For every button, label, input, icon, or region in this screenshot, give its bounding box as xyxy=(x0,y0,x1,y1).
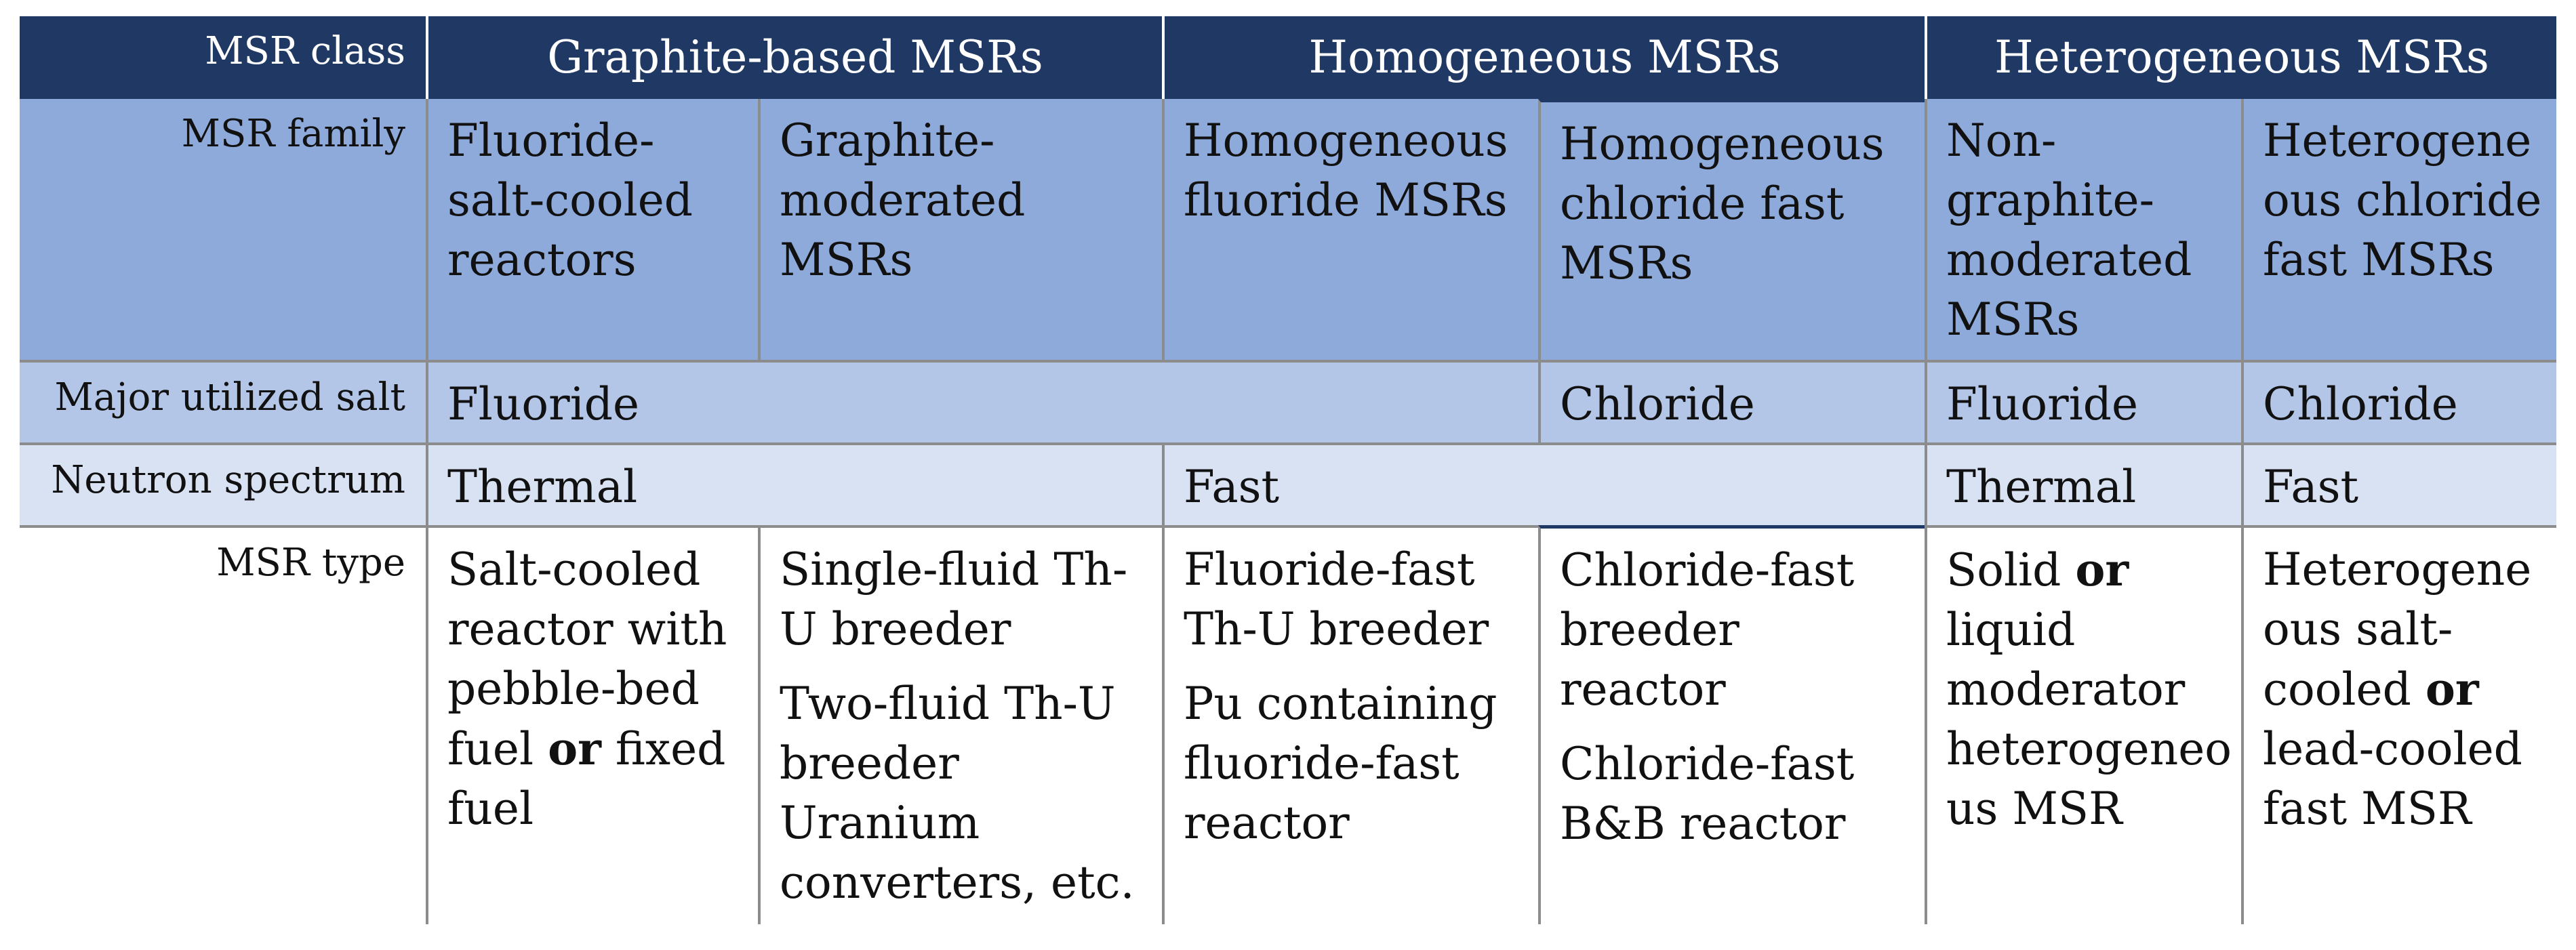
type-item: Fluoride-fast Th-U breeder xyxy=(1184,543,1489,655)
type-salt-cooled xyxy=(426,525,758,924)
salt-chloride-heterogeneous: Chloride xyxy=(2241,360,2556,442)
class-heterogeneous: Heterogeneous MSRs xyxy=(1925,16,2556,99)
row-label-msr-type: MSR type xyxy=(20,525,426,924)
type-item: Chloride-fast B&B reactor xyxy=(1560,738,1855,850)
class-homogeneous: Homogeneous MSRs xyxy=(1162,16,1925,99)
row-label-neutron-spectrum: Neutron spectrum xyxy=(20,442,426,525)
type-item: Single-fluid Th- U breeder xyxy=(780,543,1128,655)
class-graphite-based: Graphite-based MSRs xyxy=(426,16,1162,99)
type-graphite-moderated xyxy=(758,525,1162,924)
type-homogeneous-fluoride xyxy=(1162,525,1538,924)
family-graphite-moderated: Graphite- moderated MSRs xyxy=(758,99,1162,360)
type-heterogeneous-chloride xyxy=(2241,525,2556,924)
family-fluoride-salt-cooled: Fluoride- salt-cooled reactors xyxy=(426,99,758,360)
spectrum-thermal: Thermal xyxy=(1925,442,2241,525)
type-text: liquid moderator heterogeneo us MSR xyxy=(1946,604,2232,835)
salt-fluoride-span: Fluoride xyxy=(426,360,1538,442)
salt-chloride: Chloride xyxy=(1538,360,1925,442)
or-keyword: or xyxy=(548,722,601,775)
type-text: Solid xyxy=(1946,544,2061,596)
type-item: Two-fluid Th-U breeder Uranium converters, etc. xyxy=(780,678,1135,909)
msr-classification-table xyxy=(20,16,2556,924)
spectrum-thermal-span: Thermal xyxy=(426,442,1162,525)
row-label-msr-class: MSR class xyxy=(20,16,426,99)
or-keyword: or xyxy=(2425,663,2479,716)
spectrum-fast-span: Fast xyxy=(1162,442,1925,525)
family-heterogeneous-chloride-fast: Heterogene ous chloride fast MSRs xyxy=(2241,99,2556,360)
spectrum-fast: Fast xyxy=(2241,442,2556,525)
or-keyword: or xyxy=(2075,543,2129,596)
type-text: lead-cooled fast MSR xyxy=(2263,723,2522,835)
type-text: Salt-cooled reactor with pebble-bed fuel xyxy=(447,543,727,775)
type-homogeneous-chloride xyxy=(1538,525,1925,924)
type-text: fixed fuel xyxy=(447,723,726,835)
type-item: Pu containing fluoride-fast reactor xyxy=(1184,678,1497,849)
row-label-major-salt: Major utilized salt xyxy=(20,360,426,442)
family-non-graphite-moderated: Non- graphite- moderated MSRs xyxy=(1925,99,2241,360)
family-homogeneous-fluoride: Homogeneous fluoride MSRs xyxy=(1162,99,1538,360)
salt-fluoride: Fluoride xyxy=(1925,360,2241,442)
type-non-graphite xyxy=(1925,525,2241,924)
row-label-msr-family: MSR family xyxy=(20,99,426,360)
type-item: Chloride-fast breeder reactor xyxy=(1560,544,1855,716)
family-homogeneous-chloride-fast: Homogeneous chloride fast MSRs xyxy=(1538,99,1925,360)
type-text: Heterogene ous salt- cooled xyxy=(2263,543,2532,716)
